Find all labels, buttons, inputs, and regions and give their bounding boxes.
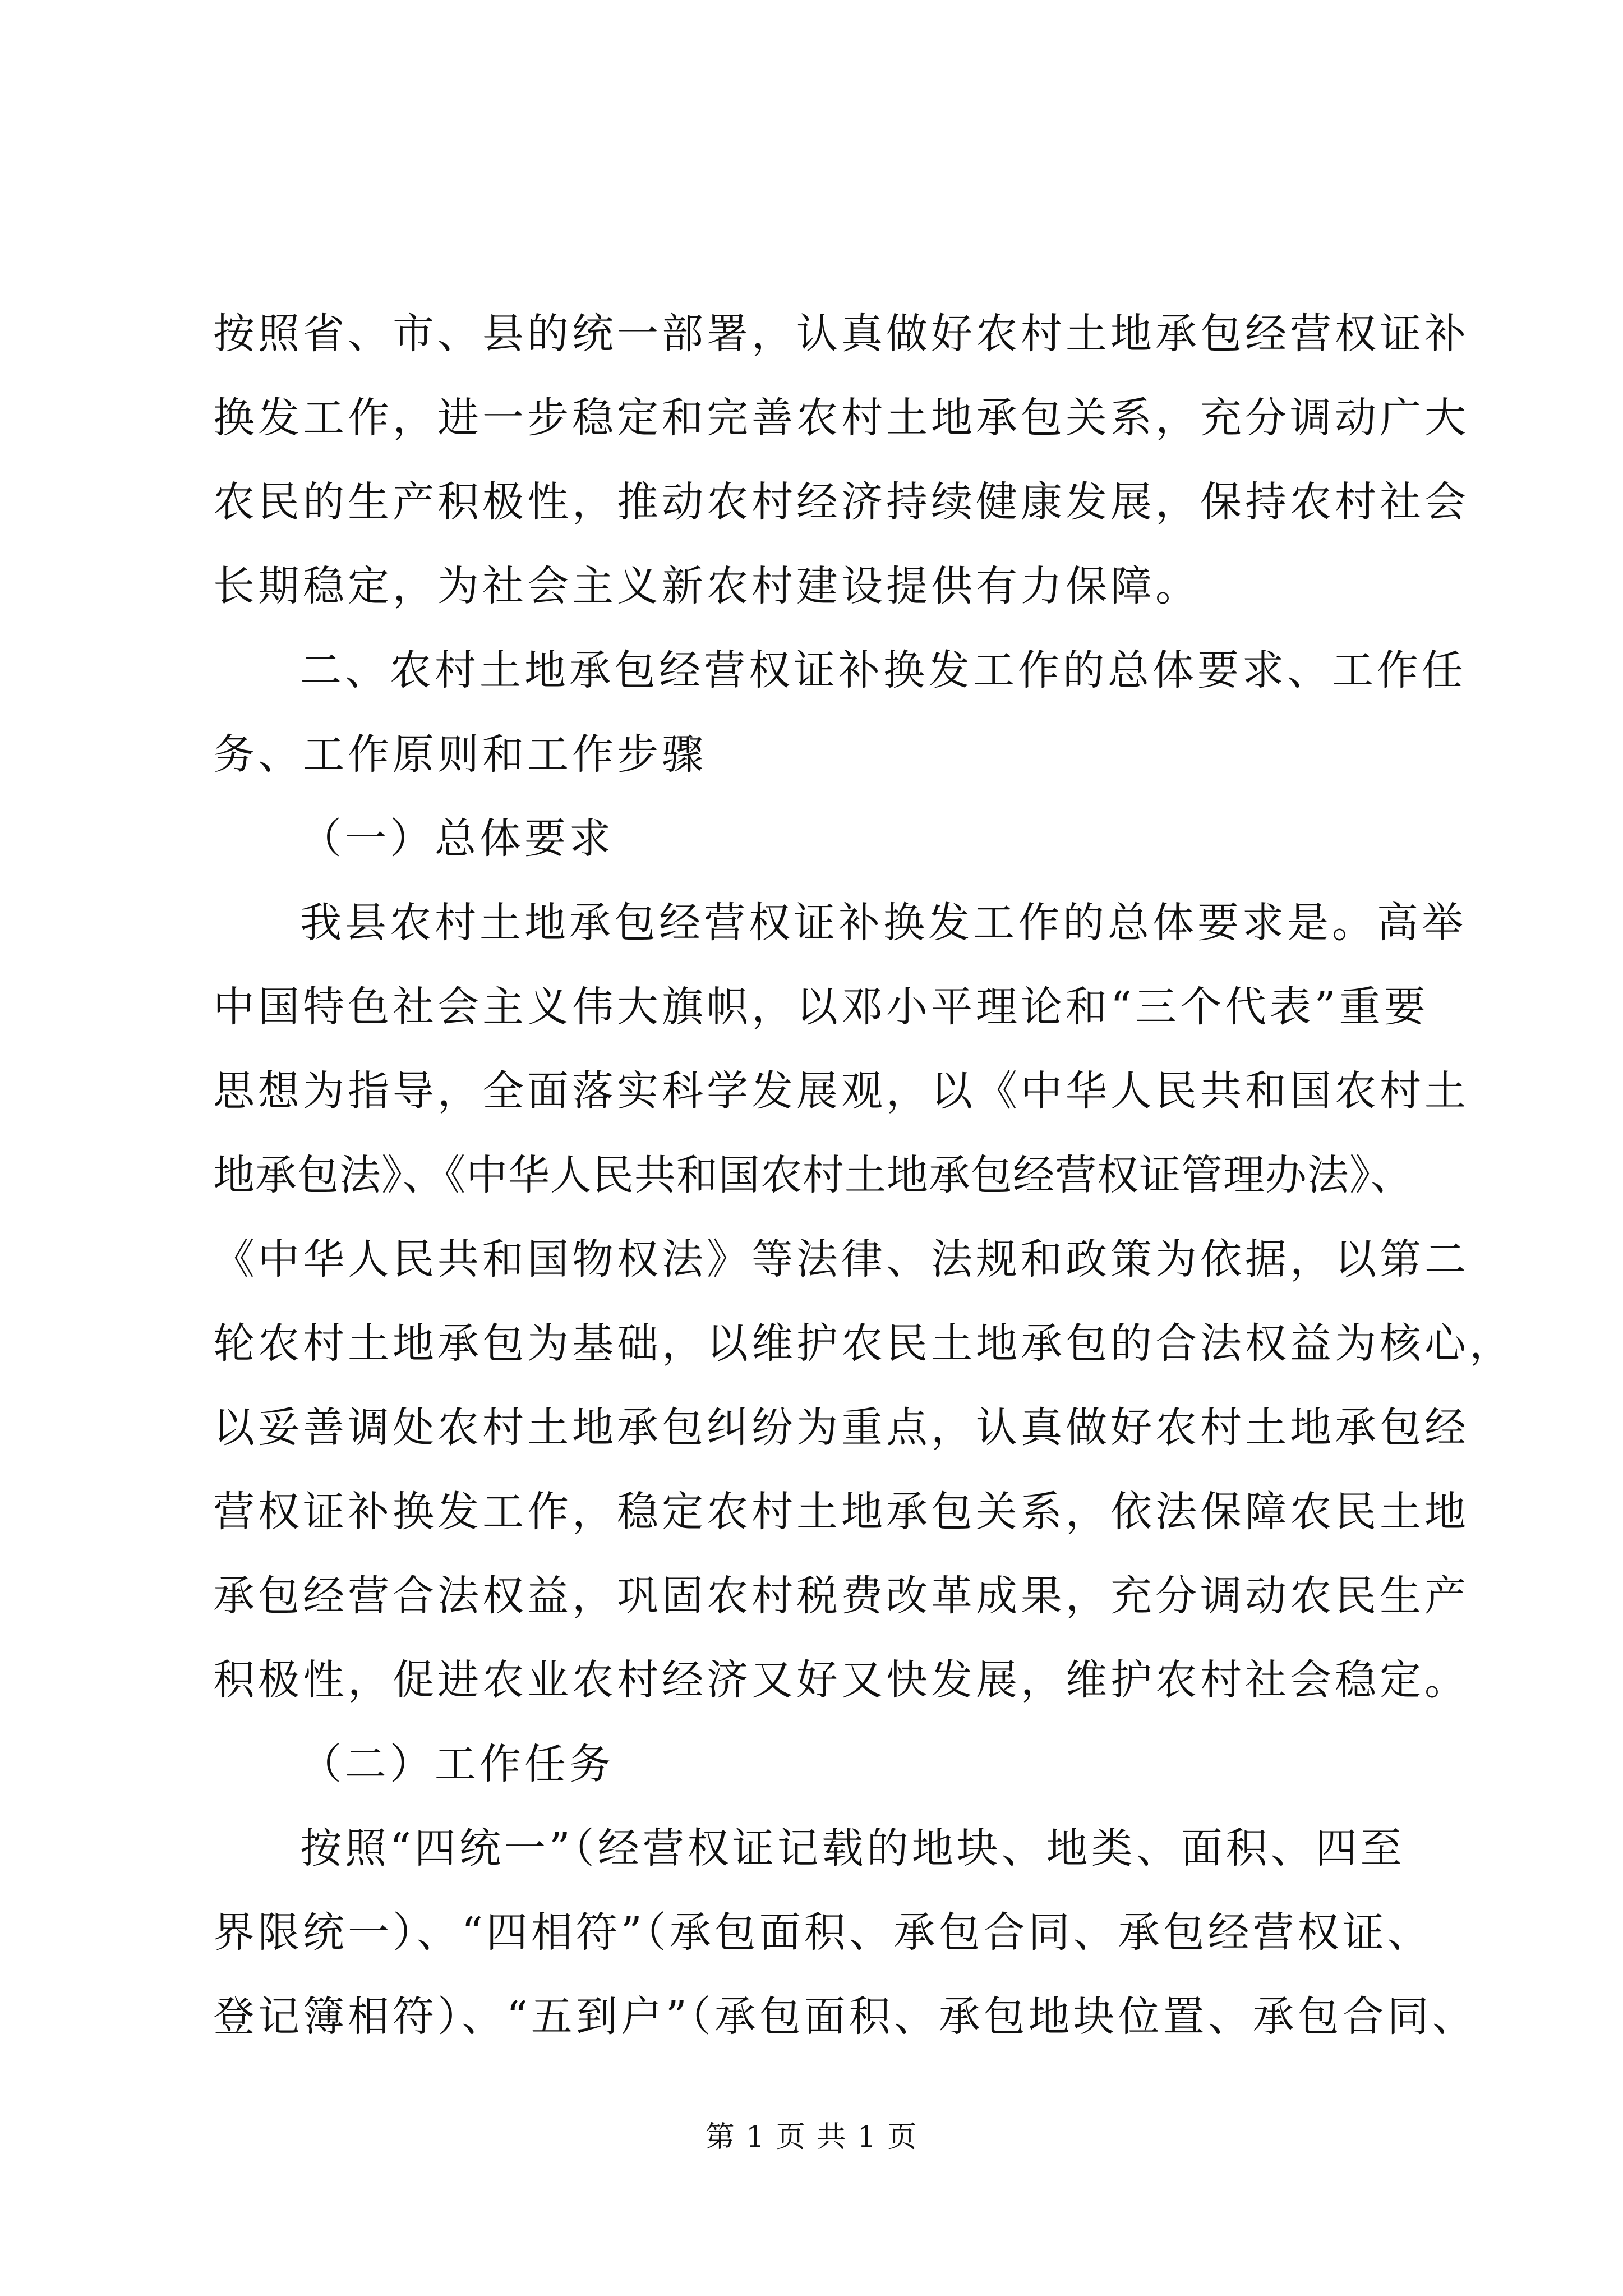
body-text-line: 承包经营合法权益，巩固农村税费改革成果，充分调动农民生产 [213,1572,1469,1620]
body-text-line: 我县农村土地承包经营权证补换发工作的总体要求是。高举 [300,899,1467,947]
body-text-line: 地承包法》、《中华人民共和国农村土地承包经营权证管理办法》、 [213,1151,1413,1199]
page-number-footer: 第 1 页 共 1 页 [705,2120,918,2154]
section-heading-line: 务、工作原则和工作步骤 [213,730,707,779]
body-text-line: 营权证补换发工作，稳定农村土地承包关系，依法保障农民土地 [213,1488,1469,1536]
body-text-line: 《中华人民共和国物权法》等法律、法规和政策为依据，以第二 [213,1235,1469,1283]
body-text-line: 思想为指导，全面落实科学发展观，以《中华人民共和国农村土 [213,1067,1469,1115]
body-text-line: 农民的生产积极性，推动农村经济持续健康发展，保持农村社会 [213,478,1469,526]
body-text-line: 换发工作，进一步稳定和完善农村土地承包关系，充分调动广大 [213,394,1469,442]
body-text-line: 按照“四统一”（经营权证记载的地块、地类、面积、四至 [300,1824,1405,1872]
body-text-line: 按照省、市、县的统一部署，认真做好农村土地承包经营权证补 [213,310,1469,358]
body-text-line: 轮农村土地承包为基础，以维护农民土地承包的合法权益为核心， [213,1319,1514,1368]
body-text-line: 界限统一）、“四相符”（承包面积、承包合同、承包经营权证、 [213,1908,1432,1957]
body-text-line: 登记簿相符）、“五到户”（承包面积、承包地块位置、承包合同、 [213,1993,1477,2041]
subsection-heading: （二）工作任务 [300,1740,614,1788]
body-text-line: 长期稳定，为社会主义新农村建设提供有力保障。 [213,562,1200,610]
section-heading-line: 二、农村土地承包经营权证补换发工作的总体要求、工作任 [300,646,1467,694]
body-text-line: 以妥善调处农村土地承包纠纷为重点，认真做好农村土地承包经 [213,1404,1469,1452]
body-text-line: 中国特色社会主义伟大旗帜，以邓小平理论和“三个代表”重要 [213,983,1429,1031]
subsection-heading: （一）总体要求 [300,815,614,863]
body-text-line: 积极性，促进农业农村经济又好又快发展，维护农村社会稳定。 [213,1656,1469,1704]
